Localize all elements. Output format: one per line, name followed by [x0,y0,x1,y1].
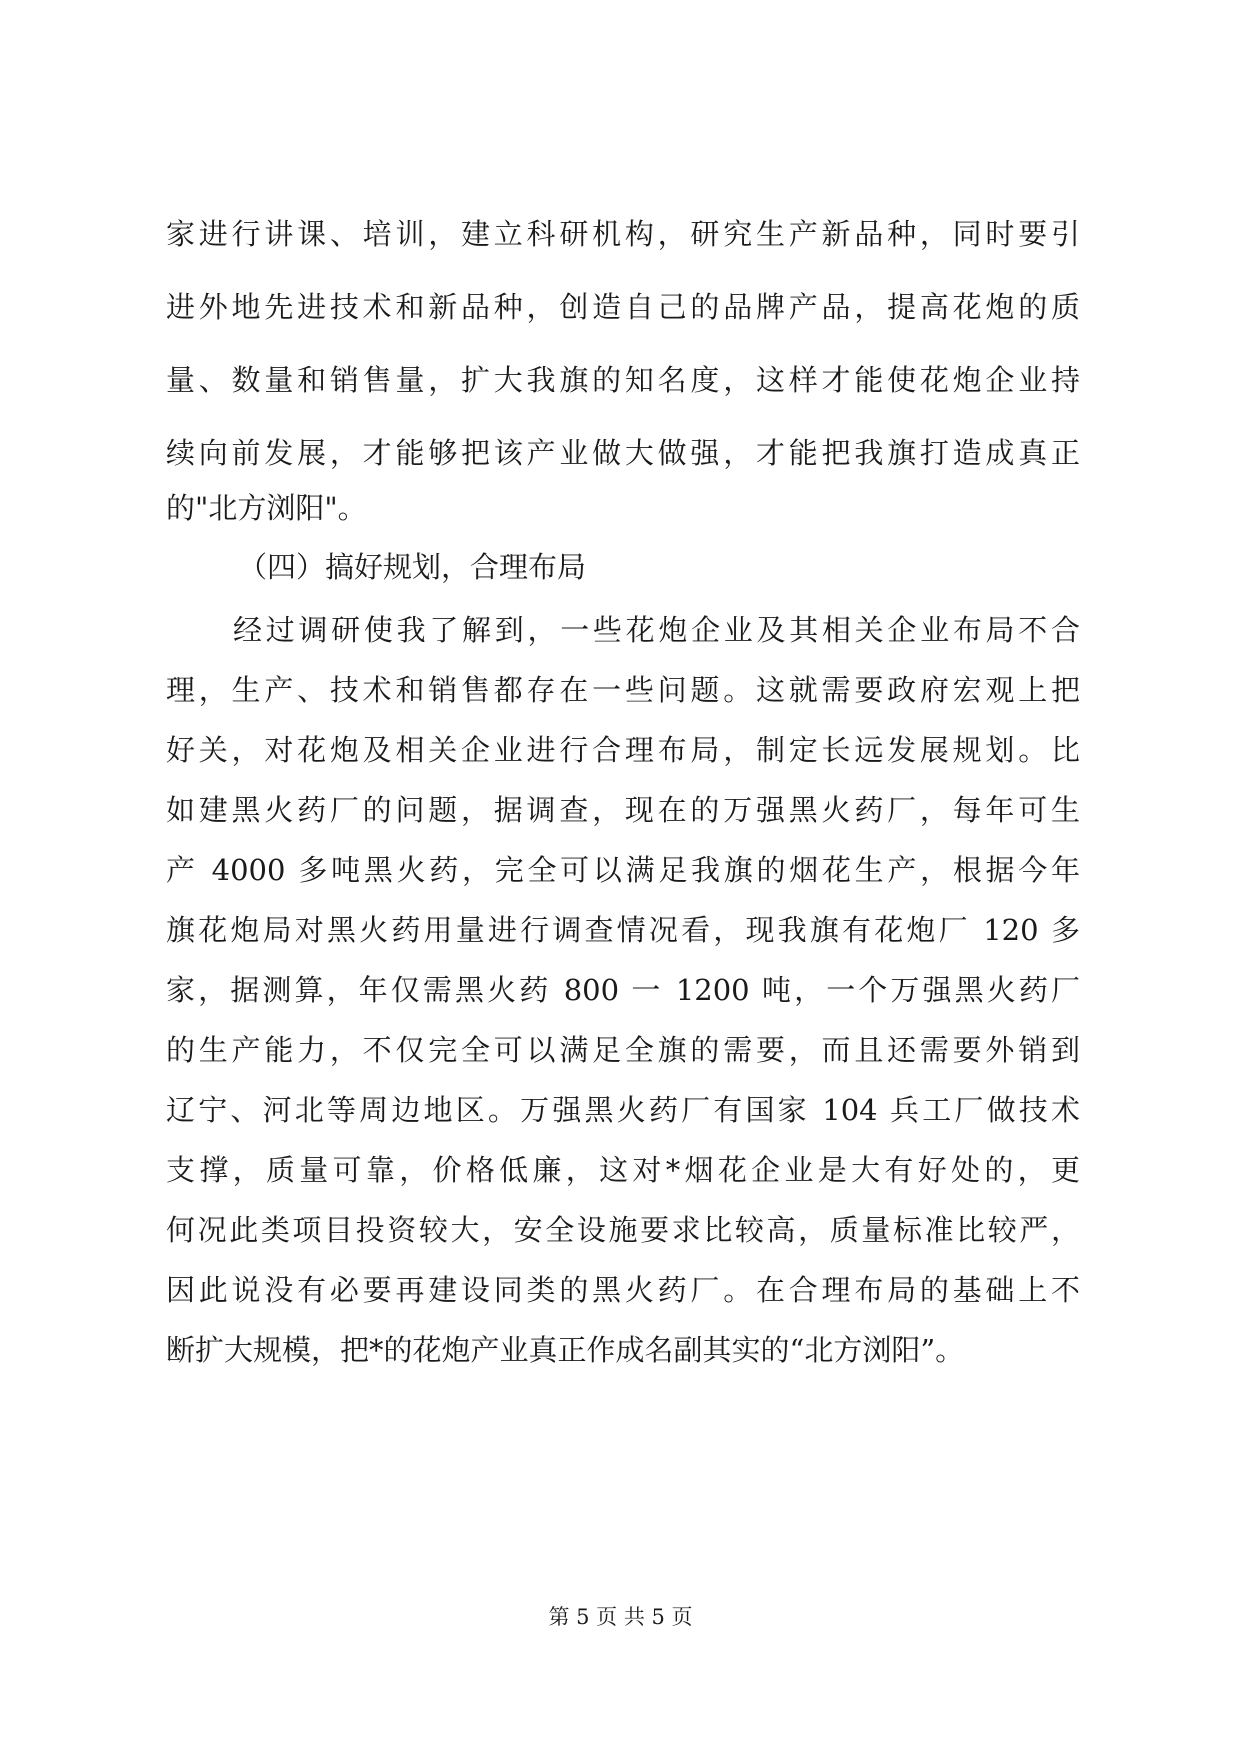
paragraph-line: 家，据测算，年仅需黑火药 800 一 1200 吨，一个万强黑火药厂 [166,973,1080,1007]
paragraph-line: 好关，对花炮及相关企业进行合理布局，制定长远发展规划。比 [166,733,1080,767]
paragraph-line: 量、数量和销售量，扩大我旗的知名度，这样才能使花炮企业持 [166,363,1080,397]
paragraph-line: 旗花炮局对黑火药用量进行调查情况看，现我旗有花炮厂 120 多 [166,913,1080,947]
paragraph-line: 经过调研使我了解到，一些花炮企业及其相关企业布局不合 [233,613,1080,647]
paragraph-line: 何况此类项目投资较大，安全设施要求比较高，质量标准比较严， [166,1213,1080,1247]
paragraph-line: 进外地先进技术和新品种，创造自己的品牌产品，提高花炮的质 [166,290,1080,324]
paragraph-line: 支撑，质量可靠，价格低廉，这对*烟花企业是大有好处的，更 [166,1153,1080,1187]
paragraph-line: 如建黑火药厂的问题，据调查，现在的万强黑火药厂，每年可生 [166,793,1080,827]
paragraph-line: 因此说没有必要再建设同类的黑火药厂。在合理布局的基础上不 [166,1273,1080,1307]
paragraph-line: 理，生产、技术和销售都存在一些问题。这就需要政府宏观上把 [166,673,1080,707]
paragraph-line: 续向前发展，才能够把该产业做大做强，才能把我旗打造成真正 [166,436,1080,470]
paragraph-line: 的"北方浏阳"。 [166,491,367,525]
paragraph-line: 家进行讲课、培训，建立科研机构，研究生产新品种，同时要引 [166,217,1080,251]
paragraph-line: 断扩大规模，把*的花炮产业真正作成名副其实的“北方浏阳”。 [166,1333,965,1367]
page-number-footer: 第 5 页 共 5 页 [548,1605,693,1629]
section-heading: （四）搞好规划，合理布局 [238,550,587,584]
paragraph-line: 辽宁、河北等周边地区。万强黑火药厂有国家 104 兵工厂做技术 [166,1093,1080,1127]
paragraph-line: 产 4000 多吨黑火药，完全可以满足我旗的烟花生产，根据今年 [166,853,1080,887]
paragraph-line: 的生产能力，不仅完全可以满足全旗的需要，而且还需要外销到 [166,1033,1080,1067]
